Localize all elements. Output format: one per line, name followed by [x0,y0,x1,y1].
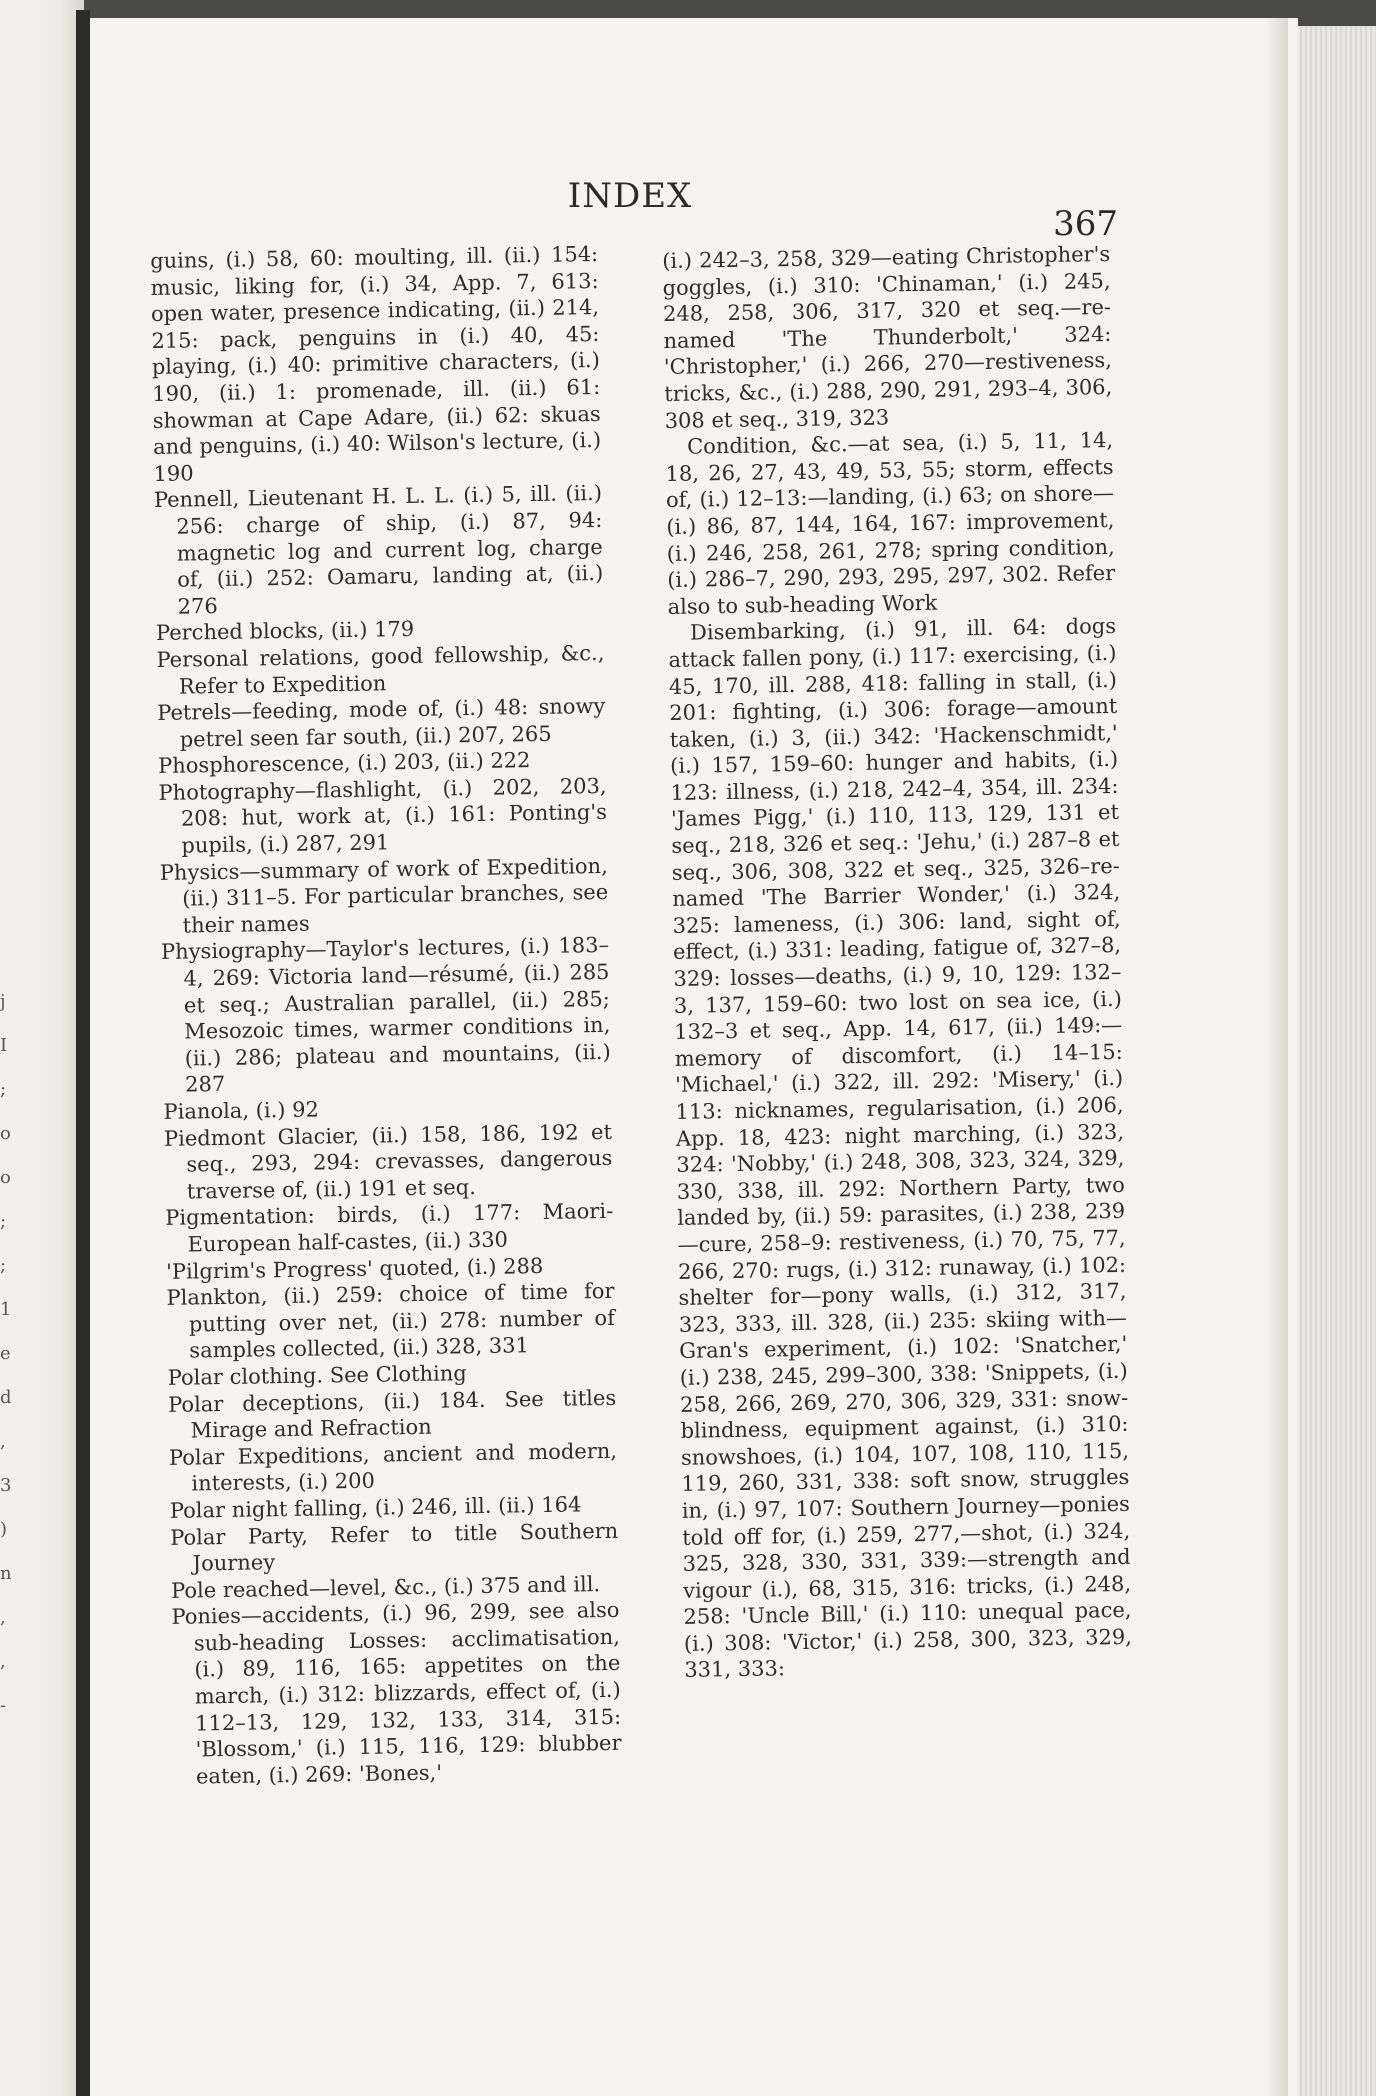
index-entry: Polar clothing. See Clothing [167,1361,467,1390]
index-entry: Phosphorescence, (i.) 203, (ii.) 222 [157,748,531,779]
index-entry: Disembarking, (i.) 91, ill. 64: dogs attack fallen pony, (i.) 117: exercising, (i.) 45, 170, ill. 288, 418: falling in stall, (i.) 201: fighting, (i.) 306: forage—amount taken, (i.) 3, (ii.) 342: 'Hackenschmidt,' (i.) 157, 159–60: hunger and habits, (i.) 123: illness, (i.) 218, 242–4, 354, ill. 234: 'James Pigg,' (i.) 110, 113, 129, 131 et seq., 218, 326 et seq.: 'Jehu,' (i.) 287–8 et seq., 306, 308, 322 et seq., 325, 326–re-named 'The Barrier Wonder,' (i.) 324, 325: lameness, (i.) 306: land, sight of, effect, (i.) 331: leading, fatigue of, 327–8, 329: losses—deaths, (i.) 9, 10, 129: 132–3, 137, 159–60: two lost on sea ice, (i.) 132–3 et seq., App. 14, 617, (ii.) 149:—memory of discomfort, (i.) 14–15: 'Michael,' (i.) 322, ill. 292: 'Misery,' (i.) 113: nicknames, regularisation, (i.) 206, App. 18, 423: night marching, (i.) 323, 324: 'Nobby,' (i.) 248, 308, 323, 324, 329, 330, 338, ill. 292: Northern Party, two landed by, (ii.) 59: parasites, (i.) 238, 239—cure, 258–9: restiveness, (i.) 70, 75, 77, 266, 270: rugs, (i.) 312: runaway, (i.) 102: shelter for—pony walls, (i.) 312, 317, 323, 333, ill. 328, (ii.) 235: skiing with—Gran's experiment, (i.) 102: 'Snatcher,' (i.) 238, 245, 299–300, 338: 'Snippets, (i.) 258, 266, 269, 270, 306, 329, 331: snow-blindness, equipment against, (i.) 310: snowshoes, (i.) 104, 107, 108, 110, 115, 119, 260, 331, 338: soft snow, struggles in, (i.) 97, 107: Southern Journey—ponies told off for, (i.) 259, 277,—shot, (i.) 324, 325, 328, 330, 331, 339:—strength and vigour (i.), 68, 315, 316: tricks, (i.) 248, 258: 'Uncle Bill,' (i.) 110: unequal pace, (i.) 308: 'Victor,' (i.) 258, 300, 323, 329, 331, 333: [668,614,1133,1683]
margin-fragment: e [0,1343,11,1364]
index-entry: Plankton, (ii.) 259: choice of time for putting over net, (ii.) 278: number of samples collected, (ii.) 328, 331 [166,1278,616,1363]
page-curve-shadow [1266,18,1288,2096]
index-entry: Polar night falling, (i.) 246, ill. (ii.) 164 [169,1492,582,1523]
index-column-left [150,241,622,1790]
facing-page-margin-fragments [0,980,20,1740]
index-entry: Photography—flashlight, (i.) 202, 203, 208: hut, work at, (i.) 161: Ponting's pupils, (i.) 287, 291 [158,773,608,858]
margin-fragment: , [0,1651,6,1672]
margin-fragment: , [0,1607,6,1628]
index-entry: Condition, &c.—at sea, (i.) 5, 11, 14, 18, 26, 27, 43, 49, 53, 55; storm, effects of, (i.) 12–13:—landing, (i.) 63; on shore—(i.) 86, 87, 144, 164, 167: improvement, (i.) 246, 258, 261, 278; spring condition, (i.) 286–7, 290, 293, 295, 297, 302. Refer also to sub-heading Work [665,428,1116,619]
margin-fragment: ; [0,1079,7,1100]
margin-fragment: o [0,1123,11,1144]
index-entry: Personal relations, good fellowship, &c., Refer to Expedition [156,640,605,699]
margin-fragment: , [0,1431,6,1452]
index-entry: Piedmont Glacier, (ii.) 158, 186, 192 et seq., 293, 294: crevasses, dangerous traverse of, (ii.) 191 et seq. [163,1119,613,1204]
index-entry: Pole reached—level, &c., (i.) 375 and ill. [170,1571,601,1603]
index-entry: 'Pilgrim's Progress' quoted, (i.) 288 [165,1253,544,1284]
index-entry: Physiography—Taylor's lectures, (i.) 183–4, 269: Victoria land—résumé, (ii.) 285 et seq.; Australian parallel, (ii.) 285; Mesozoic times, warmer conditions in, (ii.) 286; plateau and mountains, (ii.) 287 [160,933,611,1097]
index-entry: Pennell, Lieutenant H. L. L. (i.) 5, ill. (ii.) 256: charge of ship, (i.) 87, 94: magnetic log and current log, charge of, (ii.) 252: Oamaru, landing at, (ii.) 276 [153,481,604,619]
index-entry: Pianola, (i.) 92 [163,1097,320,1124]
index-entry: Ponies—accidents, (i.) 96, 299, see also sub-heading Losses: acclimatisation, (i.) 89, 116, 165: appetites on the march, (i.) 312: blizzards, effect of, (i.) 112–13, 129, 132, 133, 314, 315: 'Blossom,' (i.) 115, 116, 129: blubber eaten, (i.) 269: 'Bones,' [171,1598,622,1789]
running-header-title: INDEX [567,176,693,216]
margin-fragment: ; [0,1255,7,1276]
margin-fragment: I [0,1035,8,1056]
margin-fragment: o [0,1167,11,1188]
book-gutter [76,10,90,2096]
index-entry: Polar Expeditions, ancient and modern, interests, (i.) 200 [168,1438,618,1496]
margin-fragment: ; [0,1211,7,1232]
index-entry: Petrels—feeding, mode of, (i.) 48: snowy petrel seen far south, (ii.) 207, 265 [157,694,606,752]
margin-fragment: j [0,991,6,1012]
margin-fragment: ) [0,1519,8,1540]
margin-fragment: d [0,1387,12,1408]
index-entry: guins, (i.) 58, 60: moulting, ill. (ii.) 154: music, liking for, (i.) 34, App. 7, 613: open water, presence indicating, (ii.) 214, 215: pack, penguins in (i.) 40, 45: playing, (i.) 40: primitive characters, (i.) 190, (ii.) 1: promenade, ill. (ii.) 61: showman at Cape Adare, (ii.) 62: skuas and penguins, (i.) 40: Wilson's lecture, (i.) 190 [150,241,602,486]
index-entry: Physics—summary of work of Expedition, (ii.) 311–5. For particular branches, see their names [159,853,609,938]
page-number: 367 [1053,204,1118,244]
margin-fragment: 3 [0,1475,12,1496]
index-entry: Polar Party, Refer to title Southern Journey [170,1518,619,1576]
index-entry: Perched blocks, (ii.) 179 [155,617,415,646]
index-column-right [662,241,1133,1684]
margin-fragment: 1 [0,1299,12,1320]
index-entry: (i.) 242–3, 258, 329—eating Christopher's goggles, (i.) 310: 'Chinaman,' (i.) 245, 248, 258, 306, 317, 320 et seq.—re-named 'The Thunderbolt,' 324: 'Christopher,' (i.) 266, 270—restiveness, tricks, &c., (i.) 288, 290, 291, 293–4, 306, 308 et seq., 319, 323 [662,241,1113,433]
margin-fragment: n [0,1563,12,1584]
index-entry: Pigmentation: birds, (i.) 177: Maori-European half-castes, (ii.) 330 [165,1199,614,1257]
margin-fragment: - [0,1695,7,1716]
index-entry: Polar deceptions, (ii.) 184. See titles Mirage and Refraction [167,1385,617,1443]
